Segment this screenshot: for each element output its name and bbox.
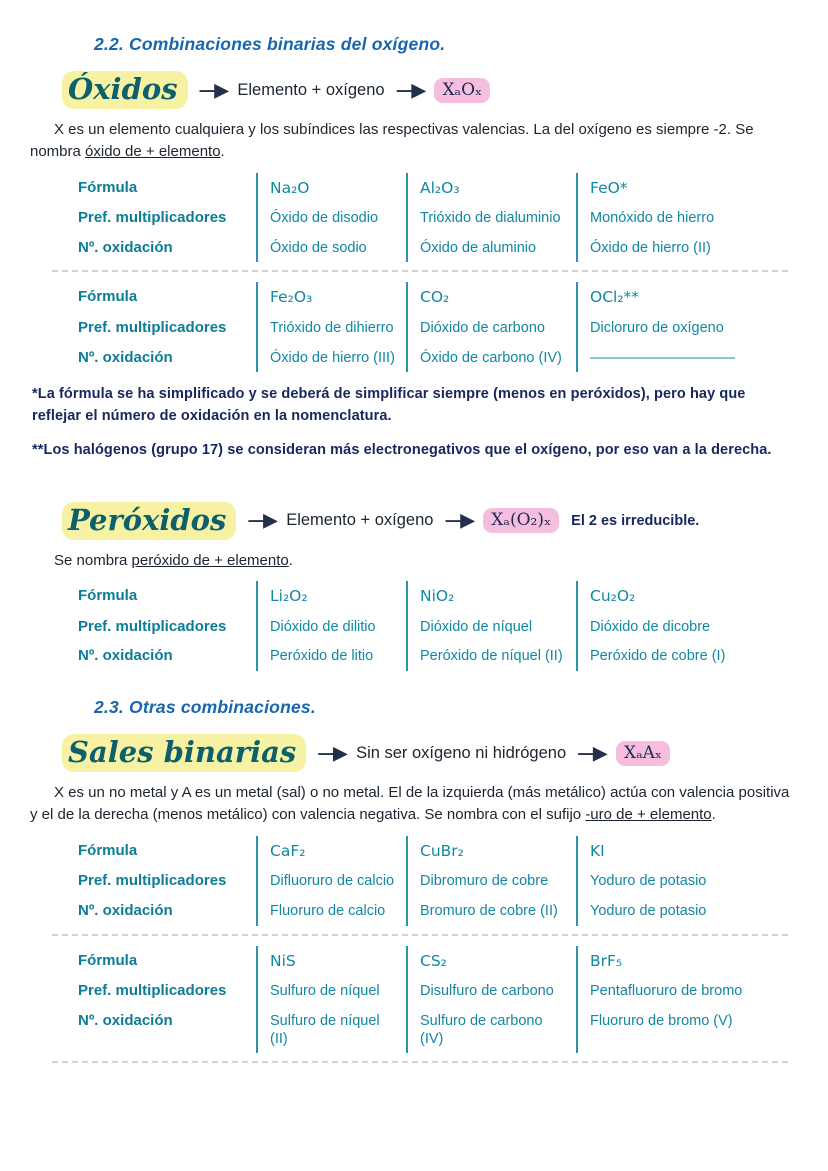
oxidation-name-cell: Bromuro de cobre (II) [406,896,576,926]
pref-name-cell: Disulfuro de carbono [406,976,576,1006]
row-label-oxidation: Nº. oxidación [78,1011,173,1029]
pref-name-cell: Dióxido de dicobre [576,612,798,642]
pref-name-cell: Difluoruro de calcio [256,866,406,896]
row-label-pref: Pref. multiplicadores [78,872,227,889]
pref-name-cell: Trióxido de dialuminio [406,203,576,233]
binary-salts-heading: Sales binarias [62,734,306,772]
intro-underlined-text: -uro de + elemento [585,805,712,823]
formula-cell: CO₂ [406,282,576,312]
formula-cell: KI [576,836,798,866]
footnote-halogens: **Los halógenos (grupo 17) se consideran más electronegativos que el oxígeno, por eso van a la derecha. [32,441,772,458]
row-label-pref: Pref. multiplicadores [78,318,227,336]
table-divider [52,934,788,936]
formula-cell: Fe₂O₃ [256,282,406,312]
pref-name-cell: Dicloruro de oxígeno [576,313,798,343]
oxidation-name-cell: Peróxido de níquel (II) [406,641,576,671]
row-label-oxidation: Nº. oxidación [78,647,173,665]
pref-name-cell: Dibromuro de cobre [406,866,576,896]
intro-text: X es un no metal y A es un metal (sal) o no metal. El de la izquierda (más metálico) actúa con valencia positiva y el de la derecha (menos metálico) con valencia negativa. Se nombra con el sufijo [30,784,790,823]
binary-salts-table-1 [30,836,798,926]
binary-salts-table-2 [30,946,798,1053]
intro-underlined-text: óxido de + elemento [85,142,221,160]
peroxides-intro-paragraph [30,550,798,572]
intro-text: . [288,551,293,569]
oxidation-name-cell: Sulfuro de carbono (IV) [406,1006,576,1053]
peroxides-formula-note: El 2 es irreducible. [571,512,700,529]
row-label-formula: Fórmula [78,587,138,605]
pref-name-cell: Sulfuro de níquel [256,976,406,1006]
oxidation-name-cell: Peróxido de litio [256,641,406,671]
formula-cell: NiS [256,946,406,976]
binary-salts-general-formula: XₐAₓ [616,741,670,766]
oxidation-name-cell: Óxido de sodio [256,233,406,263]
row-label-pref: Pref. multiplicadores [78,617,227,635]
binary-salts-definition-line [62,734,798,772]
row-label-oxidation: Nº. oxidación [78,901,173,919]
oxidation-name-cell: Yoduro de potasio [576,896,798,926]
arrow-icon: —▶ [578,742,604,763]
intro-text: Se nombra [54,551,132,569]
pref-name-cell: Dióxido de carbono [406,313,576,343]
pref-name-cell: Yoduro de potasio [576,866,798,896]
arrow-icon: —▶ [318,742,345,763]
formula-cell: Li₂O₂ [256,581,406,611]
oxides-heading: Óxidos [62,71,188,109]
pref-name-cell: Dióxido de dilitio [256,612,406,642]
formula-cell: FeO* [576,173,798,203]
formula-cell: CaF₂ [256,836,406,866]
formula-cell: Na₂O [256,173,406,203]
peroxides-definition-line [62,502,798,540]
pref-name-cell: Óxido de disodio [256,203,406,233]
spacer [30,671,798,693]
oxidation-name-cell: Óxido de hierro (III) [256,343,406,373]
oxidation-name-cell: Óxido de hierro (II) [576,233,798,263]
oxides-definition-line [62,71,798,109]
spacer [30,462,798,496]
binary-salts-intro-paragraph [30,782,798,826]
formula-cell: Al₂O₃ [406,173,576,203]
arrow-icon: —▶ [445,510,472,530]
intro-underlined-text: peróxido de + elemento [131,551,289,569]
formula-cell: OCl₂** [576,282,798,312]
row-label-formula: Fórmula [78,178,138,196]
table-divider [52,270,788,272]
oxidation-name-cell: Fluoruro de calcio [256,896,406,926]
row-label-formula: Fórmula [78,951,138,969]
oxidation-name-cell: Sulfuro de níquel (II) [256,1006,406,1053]
formula-cell: BrF₅ [576,946,798,976]
footnote-simplification: *La fórmula se ha simplificado y se deberá de simplificar siempre (menos en peróxidos), pero hay que reflejar el número de oxidación en la nomenclatura. [32,386,746,424]
row-label-formula: Fórmula [78,841,138,859]
oxidation-name-cell: Peróxido de cobre (I) [576,641,798,671]
row-label-formula: Fórmula [78,288,138,306]
row-label-oxidation: Nº. oxidación [78,348,173,366]
intro-text: . [220,142,225,160]
formula-cell: Cu₂O₂ [576,581,798,611]
table-divider [52,1061,788,1063]
oxides-general-formula: XₐOₓ [434,78,490,103]
pref-name-cell: Pentafluoruro de bromo [576,976,798,1006]
pref-name-cell: Dióxido de níquel [406,612,576,642]
row-label-pref: Pref. multiplicadores [78,208,227,226]
oxides-scheme-text: Elemento + oxígeno [237,80,385,99]
oxides-table-1 [30,173,798,263]
pref-name-cell: Monóxido de hierro [576,203,798,233]
peroxides-table [30,581,798,671]
formula-cell: CS₂ [406,946,576,976]
oxidation-name-cell: Fluoruro de bromo (V) [576,1006,798,1053]
arrow-icon: —▶ [199,79,226,100]
peroxides-general-formula: Xₐ(O₂)ₓ [483,508,559,533]
intro-text: . [711,805,716,823]
arrow-icon: —▶ [248,510,275,530]
oxidation-name-cell: Óxido de aluminio [406,233,576,263]
intro-text: X es un elemento cualquiera y los subíndices las respectivas valencias. La del oxígeno es siempre -2. Se nombra [30,121,754,160]
pref-name-cell: Trióxido de dihierro [256,313,406,343]
oxides-table-2 [30,282,798,372]
formula-cell: CuBr₂ [406,836,576,866]
peroxides-heading: Peróxidos [62,502,236,540]
oxidation-name-cell: Óxido de carbono (IV) [406,343,576,373]
arrow-icon: —▶ [396,79,423,100]
section-2-2-title: 2.2. Combinaciones binarias del oxígeno. [94,34,446,54]
formula-cell: NiO₂ [406,581,576,611]
oxidation-name-cell: —————————— [576,343,798,373]
oxides-intro-paragraph [30,119,798,163]
binary-salts-scheme-text: Sin ser oxígeno ni hidrógeno [356,743,567,762]
row-label-oxidation: Nº. oxidación [78,238,173,256]
section-2-3-title: 2.3. Otras combinaciones. [94,697,316,718]
peroxides-scheme-text: Elemento + oxígeno [286,511,434,529]
row-label-pref: Pref. multiplicadores [78,981,227,999]
